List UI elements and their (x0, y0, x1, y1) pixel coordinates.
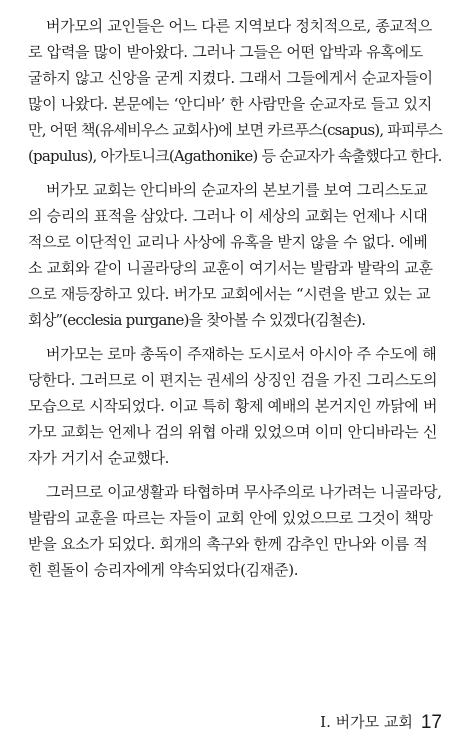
text-line: 힌 흰돌이 승리자에게 약속되었다(김재준). (28, 561, 299, 579)
text-line: 으로 재등장하고 있다. 버가모 교회에서는 “시련을 받고 있는 교 (28, 285, 431, 303)
page-body (28, 13, 448, 591)
text-line: (papulus), 아가토니크(Agathonike) 등 순교자가 속출했다고 한다. (28, 147, 442, 165)
paragraph-1 (28, 13, 448, 169)
text-line: 적으로 이단적인 교리나 사상에 유혹을 받지 않을 수 없다. 에베 (28, 233, 428, 251)
text-line: 버가모는 로마 총독이 주재하는 도시로서 아시아 주 수도에 해 (46, 345, 437, 363)
text-line: 자가 거기서 순교했다. (28, 449, 170, 467)
text-line: 굴하지 않고 신앙을 굳게 지켰다. 그래서 그들에게서 순교자들이 (28, 69, 433, 87)
paragraph-2 (28, 177, 448, 333)
text-line: 당한다. 그러므로 이 편지는 권세의 상징인 검을 가진 그리스도의 (28, 371, 438, 389)
text-line: 가모 교회는 언제나 검의 위협 아래 있었으며 이미 안디바라는 신 (28, 423, 438, 441)
text-line: 그러므로 이교생활과 타협하며 무사주의로 나가려는 니골라당, (46, 483, 442, 501)
text-line: 버가모 교회는 안디바의 순교자의 본보기를 보여 그리스도교 (46, 181, 428, 199)
text-line: 회상”(ecclesia purgane)을 찾아볼 수 있겠다(김철손). (28, 311, 366, 329)
text-line: 발람의 교훈을 따르는 자들이 교회 안에 있었으므로 그것이 책망 (28, 509, 433, 527)
page-footer (320, 711, 442, 734)
text-line: 의 승리의 표적을 삼았다. 그러나 이 세상의 교회는 언제나 시대 (28, 207, 428, 225)
paragraph-3 (28, 341, 448, 471)
text-line: 받을 요소가 되었다. 회개의 촉구와 한께 감추인 만나와 이름 적 (28, 535, 428, 553)
text-line: 소 교회와 같이 니골라당의 교훈이 여기서는 발람과 발락의 교훈 (28, 259, 433, 277)
text-line: 모습으로 시작되었다. 이교 특히 황제 예배의 본거지인 까닭에 버 (28, 397, 438, 415)
text-line: 버가모의 교인들은 어느 다른 지역보다 정치적으로, 종교적으 (46, 17, 433, 35)
text-line: 많이 나왔다. 본문에는 ‘안디바’ 한 사람만을 순교자로 들고 있지 (28, 95, 432, 113)
text-line: 만, 어떤 책(유세비우스 교회사)에 보면 카르푸스(csapus), 파피루스 (28, 121, 443, 139)
text-line: 로 압력을 많이 받아왔다. 그러나 그들은 어떤 압박과 유혹에도 (28, 43, 423, 61)
chapter-title: Ⅰ. 버가모 교회 (320, 713, 413, 731)
paragraph-4 (28, 479, 448, 583)
page-number: 17 (420, 712, 442, 733)
